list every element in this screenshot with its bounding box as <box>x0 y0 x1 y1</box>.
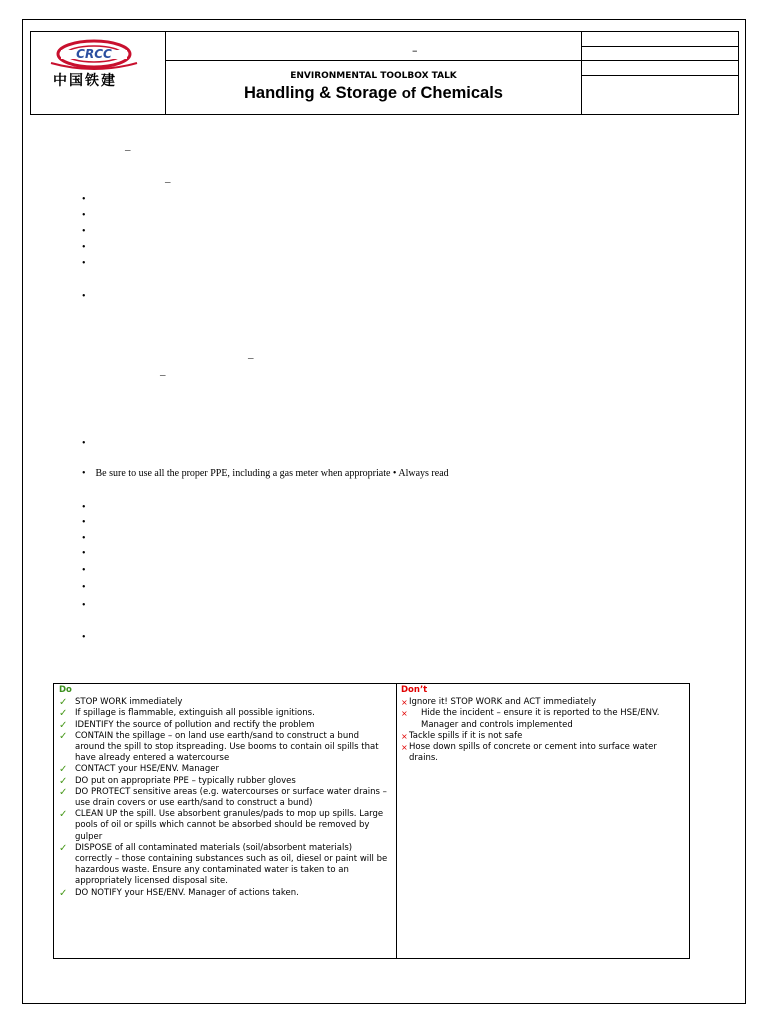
check-icon: ✓ <box>59 719 68 731</box>
bullet: • <box>82 517 86 528</box>
do-item-text: CONTACT your HSE/ENV. Manager <box>75 764 219 775</box>
logo-chinese: 中国铁建 <box>53 73 117 89</box>
body-dash: – <box>165 176 171 188</box>
bullet: • <box>82 194 86 205</box>
cross-icon: × <box>401 743 408 753</box>
dont-item <box>401 742 686 764</box>
header-dash: – <box>412 44 418 57</box>
check-icon: ✓ <box>59 697 68 709</box>
do-item <box>59 697 389 708</box>
bullet: • <box>82 291 86 302</box>
check-icon: ✓ <box>59 887 68 899</box>
check-icon: ✓ <box>59 708 68 720</box>
body-dash: – <box>125 144 131 156</box>
do-heading: Do <box>59 685 72 695</box>
logo-cell <box>31 32 166 114</box>
document-subtitle: ENVIRONMENTAL TOOLBOX TALK <box>290 71 457 81</box>
do-item-text: STOP WORK immediately <box>75 697 183 708</box>
dont-item-text: Tackle spills if it is not safe <box>409 730 523 741</box>
dont-item <box>401 697 686 708</box>
logo-text: CRCC <box>76 47 112 61</box>
check-icon: ✓ <box>59 775 68 787</box>
company-logo <box>31 35 166 75</box>
dont-item-text: Hide the incident – ensure it is reported to the HSE/ENV. Manager and controls implemented <box>421 708 660 730</box>
body-dash: – <box>160 369 166 381</box>
title-cell-top <box>166 32 581 61</box>
check-icon: ✓ <box>59 842 68 854</box>
ppe-line-text: Be sure to use all the proper PPE, including a gas meter when appropriate • Always read <box>95 468 449 479</box>
bullet: • <box>82 502 86 513</box>
title-part3: Chemicals <box>415 84 503 102</box>
column-divider <box>396 684 397 958</box>
bullet: • <box>82 533 86 544</box>
document-title <box>166 84 581 103</box>
dont-item <box>401 731 686 742</box>
check-icon: ✓ <box>59 764 68 776</box>
cross-icon: × <box>401 698 408 708</box>
dont-column <box>401 685 686 764</box>
do-column <box>59 685 389 899</box>
bullet: • <box>82 258 86 269</box>
cross-icon: × <box>401 709 408 719</box>
bullet: • <box>82 210 86 221</box>
do-item <box>59 720 389 731</box>
check-icon: ✓ <box>59 730 68 742</box>
dont-item-text: Hose down spills of concrete or cement into surface water drains. <box>409 742 657 764</box>
dont-item <box>401 708 686 730</box>
check-icon: ✓ <box>59 809 68 821</box>
body-dash: – <box>248 352 254 364</box>
title-part2: of <box>401 85 416 102</box>
do-item-text: IDENTIFY the source of pollution and rectify the problem <box>75 719 315 730</box>
bullet: • <box>82 438 86 449</box>
dont-heading: Don’t <box>401 685 428 695</box>
do-item <box>59 843 389 888</box>
bullet: • <box>82 565 86 576</box>
do-item-text: CONTAIN the spillage – on land use earth/sand to construct a bund around the spill to stop itspreading. Use booms to contain oil spills that have already entered a watercourse <box>75 730 379 764</box>
do-item <box>59 809 389 843</box>
bullet: • <box>82 548 86 559</box>
do-item-text: DISPOSE of all contaminated materials (soil/absorbent materials) correctly – those containing substances such as oil, diesel or paint will be hazardous waste. Ensure any contaminated water is taken to an appropriately licensed disposal site. <box>75 842 388 887</box>
header-table <box>30 31 739 115</box>
info-row-1 <box>582 32 738 47</box>
title-part1: Handling & Storage <box>244 84 402 102</box>
dont-item-text: Ignore it! STOP WORK and ACT immediately <box>409 697 597 708</box>
do-item-text: If spillage is flammable, extinguish all possible ignitions. <box>75 708 315 719</box>
title-cell <box>166 32 582 114</box>
bullet: • <box>82 582 86 593</box>
do-item-text: DO put on appropriate PPE – typically rubber gloves <box>75 775 296 786</box>
bullet: • <box>82 242 86 253</box>
ppe-line <box>82 468 449 479</box>
check-icon: ✓ <box>59 786 68 798</box>
bullet: • <box>82 226 86 237</box>
cross-icon: × <box>401 731 408 741</box>
bullet: • <box>82 468 86 479</box>
info-row-2 <box>582 46 738 61</box>
bullet: • <box>82 600 86 611</box>
document-info-cell <box>582 32 738 114</box>
do-item-text: DO NOTIFY your HSE/ENV. Manager of actions taken. <box>75 887 299 898</box>
do-item <box>59 888 389 899</box>
bullet: • <box>82 632 86 643</box>
info-row-3 <box>582 60 738 76</box>
do-item <box>59 764 389 775</box>
do-item-text: DO PROTECT sensitive areas (e.g. watercourses or surface water drains – use drain covers or use earth/sand to construct a bund) <box>75 786 387 809</box>
do-item <box>59 708 389 719</box>
do-item <box>59 787 389 809</box>
do-item-text: CLEAN UP the spill. Use absorbent granules/pads to mop up spills. Large pools of oil or spills which cannot be absorbed should be removed by gulper <box>75 809 384 842</box>
do-dont-table <box>53 683 690 959</box>
do-item <box>59 776 389 787</box>
do-item <box>59 731 389 765</box>
